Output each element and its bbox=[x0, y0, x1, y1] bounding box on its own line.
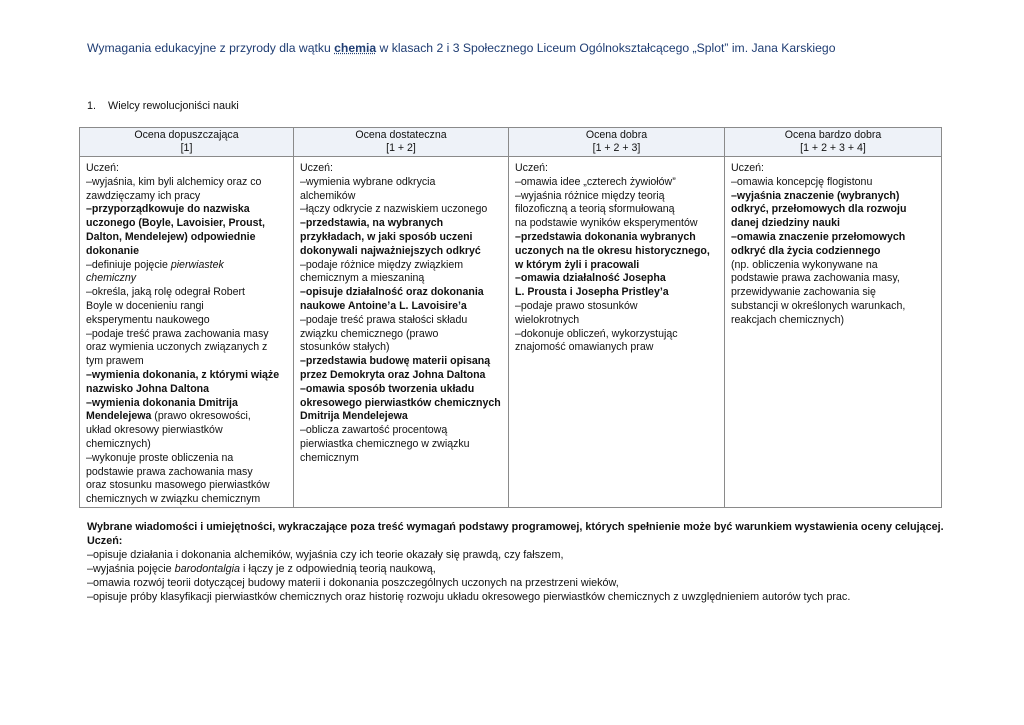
cell-line: uczonego (Boyle, Lavoisier, Proust, bbox=[86, 217, 265, 230]
cell-line: (np. obliczenia wykonywane na bbox=[731, 258, 878, 271]
cell-line: –omawia działalność Josepha bbox=[515, 272, 666, 285]
cell-line: dokonanie bbox=[86, 244, 139, 257]
cell-line: –oblicza zawartość procentową bbox=[300, 424, 448, 437]
cell-line: alchemików bbox=[300, 189, 356, 202]
cell-line: –łączy odkrycie z nazwiskiem uczonego bbox=[300, 203, 488, 216]
cell-line: chemicznych w związku chemicznym bbox=[86, 493, 261, 506]
cell-line: Uczeń: bbox=[300, 162, 333, 174]
title-text-before: Wymagania edukacyjne z przyrody dla wątku bbox=[87, 41, 335, 55]
cell-line: –omawia sposób tworzenia układu bbox=[300, 382, 475, 395]
cell-line: nazwisko Johna Daltona bbox=[86, 382, 210, 395]
section-heading bbox=[87, 100, 239, 112]
cell-line: przykładach, w jaki sposób uczeni bbox=[300, 230, 473, 243]
cell-line: –podaje treść prawa stałości składu bbox=[300, 313, 468, 326]
cell-line: chemicznym bbox=[300, 451, 359, 464]
cell-line: –wykonuje proste obliczenia na bbox=[86, 451, 234, 464]
cell-line: –wymienia dokonania Dmitrija bbox=[86, 396, 238, 409]
cell-line: –wyjaśnia znaczenie (wybranych) bbox=[731, 189, 900, 202]
cell-line: oraz stosunku masowego pierwiastków bbox=[86, 479, 270, 492]
column-header bbox=[509, 128, 725, 157]
cell-line: –omawia znaczenie przełomowych bbox=[731, 230, 906, 243]
cell-line: Uczeń: bbox=[731, 162, 764, 174]
table-cell bbox=[725, 157, 942, 508]
cell-line: Uczeń: bbox=[515, 162, 548, 174]
cell-line: –przyporządkowuje do nazwiska bbox=[86, 203, 250, 216]
cell-line: –wymienia dokonania, z którymi wiąże bbox=[86, 368, 280, 381]
cell-line: wielokrotnych bbox=[515, 313, 580, 326]
page-title bbox=[87, 41, 987, 55]
section-label: Wielcy rewolucjoniści nauki bbox=[108, 100, 239, 112]
section-number: 1. bbox=[87, 100, 97, 112]
cell-text: (prawo okresowości, bbox=[151, 410, 251, 423]
extended-text: i łączy je z odpowiednią teorią naukową, bbox=[240, 563, 436, 575]
requirements-table bbox=[79, 127, 942, 508]
cell-line: –przedstawia budowę materii opisaną bbox=[300, 355, 491, 368]
cell-line: związku chemicznego (prawo bbox=[300, 327, 439, 340]
extended-item: –opisuje działania i dokonania alchemików, wyjaśnia czy ich teorie okazały się prawdą, czy fałszem, bbox=[87, 549, 564, 561]
cell-line: –przedstawia dokonania wybranych bbox=[515, 230, 696, 243]
column-header bbox=[80, 128, 294, 157]
cell-line: –opisuje działalność oraz dokonania bbox=[300, 286, 484, 299]
cell-line bbox=[86, 259, 287, 273]
cell-line: na podstawie wyników eksperymentów bbox=[515, 217, 698, 230]
column-grade: [1 + 2] bbox=[386, 142, 416, 154]
cell-line bbox=[86, 410, 287, 424]
extended-item: –omawia rozwój teorii dotyczącej budowy materii i dokonania poszczególnych uczonych na przestrzeni wieków, bbox=[87, 577, 619, 589]
title-text-after: w klasach 2 i 3 Społecznego Liceum Ogólnokształcącego „Splot” im. Jana Karskiego bbox=[376, 41, 836, 55]
cell-line: chemicznych) bbox=[86, 437, 151, 450]
cell-line: –podaje prawo stosunków bbox=[515, 299, 638, 312]
cell-line: chemicznym a mieszaniną bbox=[300, 272, 425, 285]
cell-line: eksperymentu naukowego bbox=[86, 313, 210, 326]
table-row bbox=[80, 157, 942, 508]
table-cell bbox=[294, 157, 509, 508]
extended-term: barodontalgia bbox=[174, 563, 241, 575]
cell-line: podstawie prawa zachowania masy bbox=[86, 465, 253, 478]
cell-line: –przedstawia, na wybranych bbox=[300, 217, 444, 230]
cell-line: –wymienia wybrane odkrycia bbox=[300, 175, 436, 188]
column-grade: [1 + 2 + 3 + 4] bbox=[800, 142, 866, 154]
cell-line: naukowe Antoine’a L. Lavoisire’a bbox=[300, 299, 467, 312]
cell-line: –omawia koncepcję flogistonu bbox=[731, 175, 873, 188]
column-grade: [1 + 2 + 3] bbox=[592, 142, 641, 154]
cell-line: układ okresowy pierwiastków bbox=[86, 424, 223, 437]
cell-line: –podaje różnice między związkiem bbox=[300, 258, 464, 271]
column-title: Ocena dopuszczająca bbox=[134, 128, 239, 141]
cell-line: przez Demokryta oraz Johna Daltona bbox=[300, 368, 486, 381]
column-title: Ocena dostateczna bbox=[355, 128, 447, 141]
extended-intro: Uczeń: bbox=[87, 535, 123, 547]
cell-line: Boyle w docenieniu rangi bbox=[86, 299, 204, 312]
cell-bold-text: Mendelejewa bbox=[86, 410, 152, 423]
cell-line: zawdzięczamy ich pracy bbox=[86, 189, 201, 202]
cell-line: tym prawem bbox=[86, 355, 144, 368]
column-grade: [1] bbox=[180, 142, 193, 154]
extended-item: –opisuje próby klasyfikacji pierwiastków chemicznych oraz historię rozwoju układu okresowego pierwiastków chemicznych z uwzględnieniem autorów tych prac. bbox=[87, 591, 851, 603]
cell-line: L. Prousta i Josepha Pristley’a bbox=[515, 286, 669, 299]
cell-line: dokonywali najważniejszych odkryć bbox=[300, 244, 481, 257]
cell-line: Dmitrija Mendelejewa bbox=[300, 410, 408, 423]
extended-text: –wyjaśnia pojęcie bbox=[87, 563, 175, 575]
cell-line: substancji w określonych warunkach, bbox=[731, 299, 906, 312]
column-title: Ocena bardzo dobra bbox=[784, 128, 882, 141]
cell-term: pierwiastek bbox=[170, 258, 224, 271]
column-title: Ocena dobra bbox=[585, 128, 648, 141]
cell-line: odkryć dla życia codziennego bbox=[731, 244, 881, 257]
cell-line: podstawie prawa zachowania masy, bbox=[731, 272, 900, 285]
table-header-row bbox=[80, 128, 942, 157]
cell-line: –dokonuje obliczeń, wykorzystując bbox=[515, 327, 678, 340]
title-emphasis: chemia bbox=[334, 41, 377, 55]
cell-line: danej dziedziny nauki bbox=[731, 217, 840, 230]
cell-line: Dalton, Mendelejew) odpowiednie bbox=[86, 230, 256, 243]
cell-line: –określa, jaką rolę odegrał Robert bbox=[86, 286, 245, 299]
column-header bbox=[725, 128, 942, 157]
cell-text: –definiuje pojęcie bbox=[86, 258, 171, 271]
column-header bbox=[294, 128, 509, 157]
cell-line: pierwiastka chemicznego w związku bbox=[300, 437, 470, 450]
cell-line: –wyjaśnia, kim byli alchemicy oraz co bbox=[86, 175, 262, 188]
cell-line: przewidywanie zachowania się bbox=[731, 286, 876, 299]
extended-heading: Wybrane wiadomości i umiejętności, wykraczające poza treść wymagań podstawy programowej, których spełnienie może być warunkiem wystawienia oceny celującej. bbox=[87, 521, 944, 533]
cell-line: chemiczny bbox=[86, 272, 137, 285]
extended-item bbox=[87, 562, 967, 576]
cell-line: filozoficzną a teorią sformułowaną bbox=[515, 203, 675, 216]
table-cell bbox=[80, 157, 294, 508]
cell-line: stosunków stałych) bbox=[300, 341, 390, 354]
table-cell bbox=[509, 157, 725, 508]
cell-line: odkryć, przełomowych dla rozwoju bbox=[731, 203, 907, 216]
cell-line: oraz wymienia uczonych związanych z bbox=[86, 341, 268, 354]
cell-line: znajomość omawianych praw bbox=[515, 341, 654, 354]
cell-line: –podaje treść prawa zachowania masy bbox=[86, 327, 269, 340]
cell-line: reakcjach chemicznych) bbox=[731, 313, 845, 326]
cell-line: w którym żyli i pracowali bbox=[515, 258, 640, 271]
cell-line: –wyjaśnia różnice między teorią bbox=[515, 189, 665, 202]
extended-requirements bbox=[87, 520, 967, 604]
cell-line: Uczeń: bbox=[86, 162, 119, 174]
cell-line: okresowego pierwiastków chemicznych bbox=[300, 396, 501, 409]
cell-line: –omawia idee „czterech żywiołów” bbox=[515, 175, 676, 188]
cell-line: uczonych na tle okresu historycznego, bbox=[515, 244, 710, 257]
